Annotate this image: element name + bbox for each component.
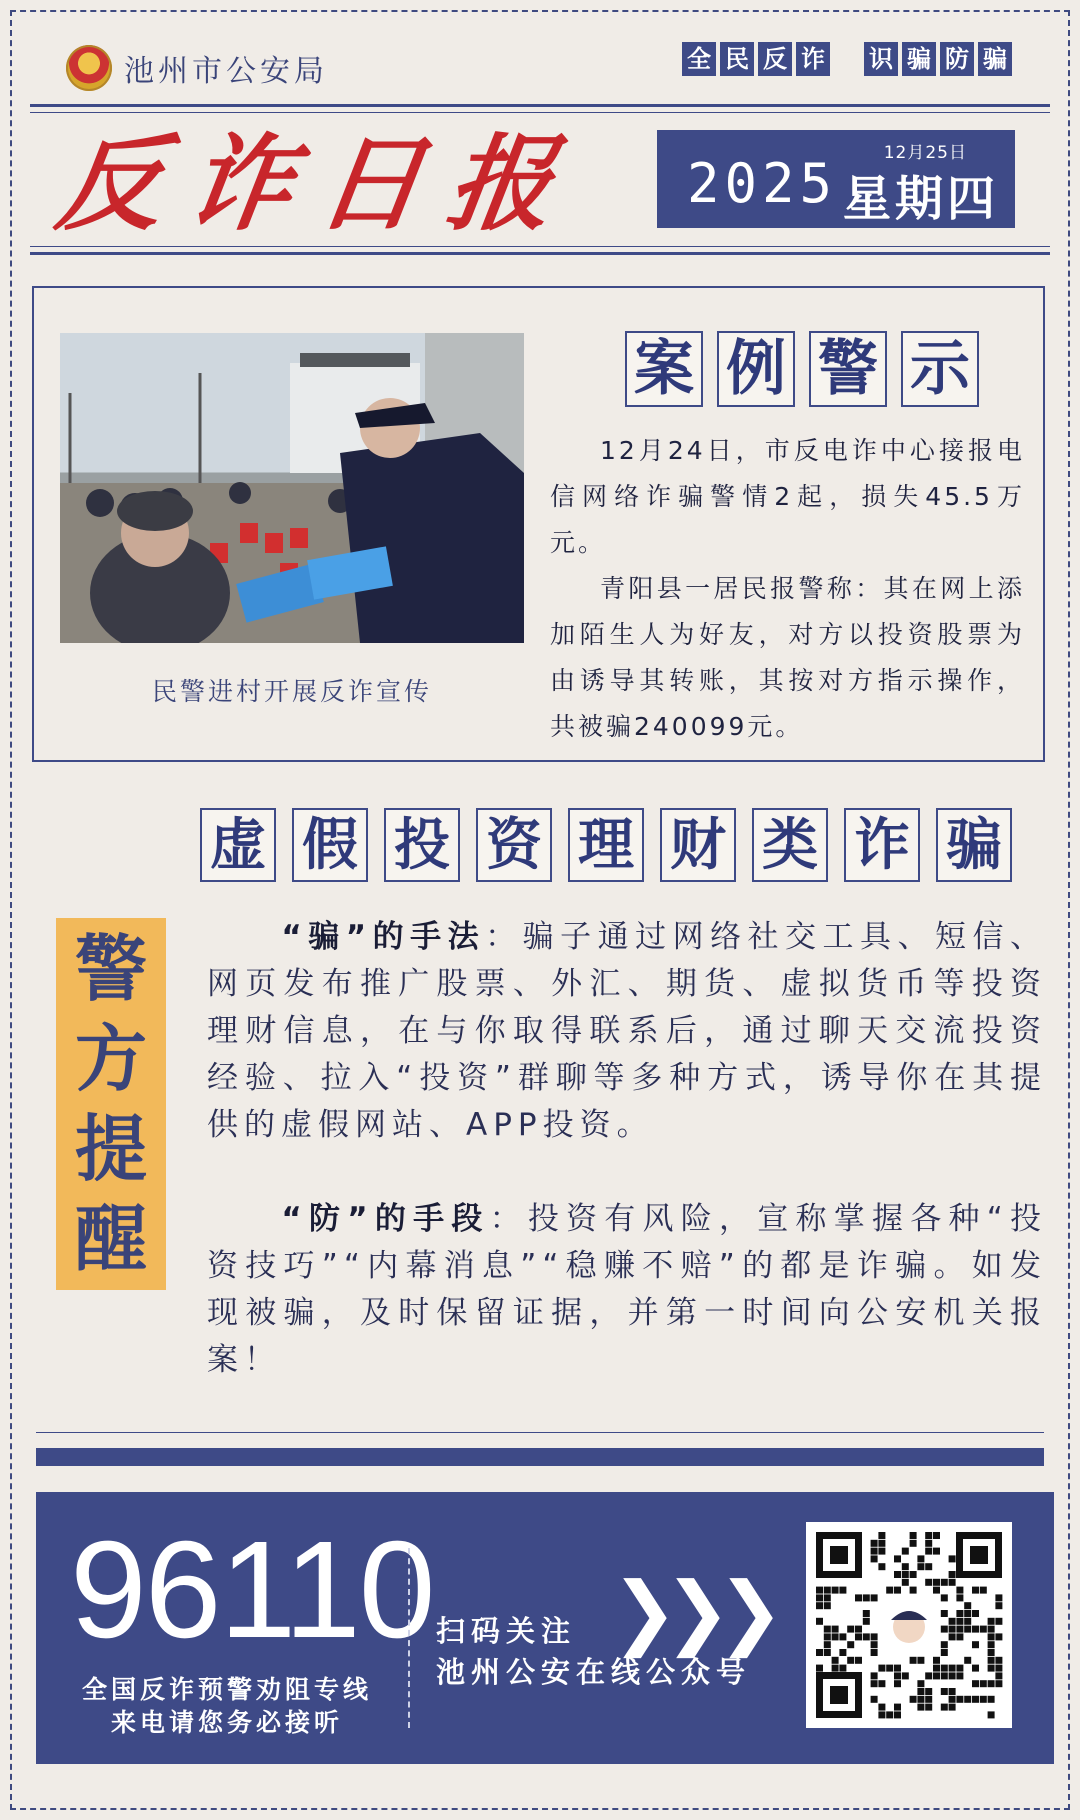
footer-panel — [36, 1492, 1054, 1764]
banner-char: 醒 — [74, 1197, 147, 1281]
chevron-right-icon: ❯ — [611, 1565, 679, 1658]
slogan-char: 全 — [682, 42, 716, 76]
reminder-text — [207, 914, 1047, 1431]
method-label: “骗”的手法 — [281, 919, 486, 955]
divider — [36, 1448, 1044, 1466]
title-char: 示 — [901, 331, 979, 407]
slogan-left — [682, 42, 830, 76]
title-char: 假 — [292, 808, 368, 882]
divider — [36, 1432, 1044, 1433]
divider — [30, 252, 1050, 255]
banner-char: 提 — [74, 1107, 147, 1191]
case-paragraph: 12月24日，市反电诈中心接报电信网络诈骗警情2起，损失45.5万元。 — [550, 436, 1025, 557]
slogan-char: 诈 — [796, 42, 830, 76]
method-paragraph — [207, 914, 1047, 1149]
slogans — [682, 42, 1012, 76]
banner-char: 方 — [74, 1017, 147, 1101]
masthead-title — [50, 110, 562, 245]
title-char: 例 — [717, 331, 795, 407]
title-char: 资 — [476, 808, 552, 882]
title-char: 理 — [568, 808, 644, 882]
weekday: 星期四 — [842, 171, 999, 227]
defense-text: ：投资有风险，宣称掌握各种“投资技巧”“内幕消息”“稳赚不赔”的都是诈骗。如发现被骗，及时保留证据，并第一时间向公安机关报案！ — [207, 1201, 1047, 1378]
banner-char: 警 — [74, 927, 147, 1011]
defense-label: “防”的手段 — [281, 1201, 490, 1237]
footer-separator — [408, 1548, 410, 1728]
masthead-char: 日 — [310, 122, 432, 245]
village-photo — [60, 333, 524, 643]
masthead-char: 反 — [50, 122, 172, 245]
slogan-char: 民 — [720, 42, 754, 76]
defense-paragraph — [207, 1196, 1047, 1384]
slogan-char: 识 — [864, 42, 898, 76]
title-char: 投 — [384, 808, 460, 882]
chevron-right-icon: ❯ — [664, 1565, 732, 1658]
title-char: 虚 — [200, 808, 276, 882]
account-name: 池州公安在线公众号 — [436, 1655, 752, 1689]
slogan-right — [864, 42, 1012, 76]
title-char: 诈 — [844, 808, 920, 882]
method-text: ：骗子通过网络社交工具、短信、网页发布推广股票、外汇、期货、虚拟货币等投资理财信息，在与你取得联系后，通过聊天交流投资经验、拉入“投资”群聊等多种方式，诱导你在其提供的虚假网站、APP投资。 — [207, 919, 1048, 1143]
agency-name: 池州市公安局 — [124, 54, 328, 89]
police-reminder-banner — [56, 918, 166, 1290]
slogan-char: 防 — [940, 42, 974, 76]
police-emblem-icon — [66, 45, 112, 91]
title-char: 案 — [625, 331, 703, 407]
masthead-char: 报 — [440, 122, 562, 245]
scan-label: 扫码关注 — [436, 1614, 577, 1648]
date-box — [657, 130, 1015, 228]
title-char: 骗 — [936, 808, 1012, 882]
arrows-icon — [611, 1565, 785, 1658]
slogan-char: 骗 — [978, 42, 1012, 76]
agency-header — [66, 38, 328, 98]
case-paragraph: 青阳县一居民报警称：其在网上添加陌生人为好友，对方以投资股票为由诱导其转账，其按对方指示操作，共被骗240099元。 — [550, 574, 1025, 741]
year: 2025 — [687, 152, 838, 215]
chevron-right-icon: ❯ — [717, 1565, 785, 1658]
case-title — [625, 331, 979, 407]
slogan-char: 骗 — [902, 42, 936, 76]
hotline-note: 来电请您务必接听 — [110, 1708, 343, 1737]
qr-code[interactable] — [806, 1522, 1012, 1728]
masthead-char: 诈 — [180, 122, 302, 245]
hotline-number: 96110 — [70, 1513, 434, 1667]
divider — [30, 246, 1050, 247]
title-char: 财 — [660, 808, 736, 882]
title-char: 警 — [809, 331, 887, 407]
photo-caption: 民警进村开展反诈宣传 — [151, 677, 432, 706]
month-day: 12月25日 — [883, 143, 967, 163]
scam-type-title — [200, 808, 1012, 882]
hotline-desc: 全国反诈预警劝阻专线 — [81, 1675, 372, 1704]
title-char: 类 — [752, 808, 828, 882]
slogan-char: 反 — [758, 42, 792, 76]
case-text — [550, 428, 1025, 750]
